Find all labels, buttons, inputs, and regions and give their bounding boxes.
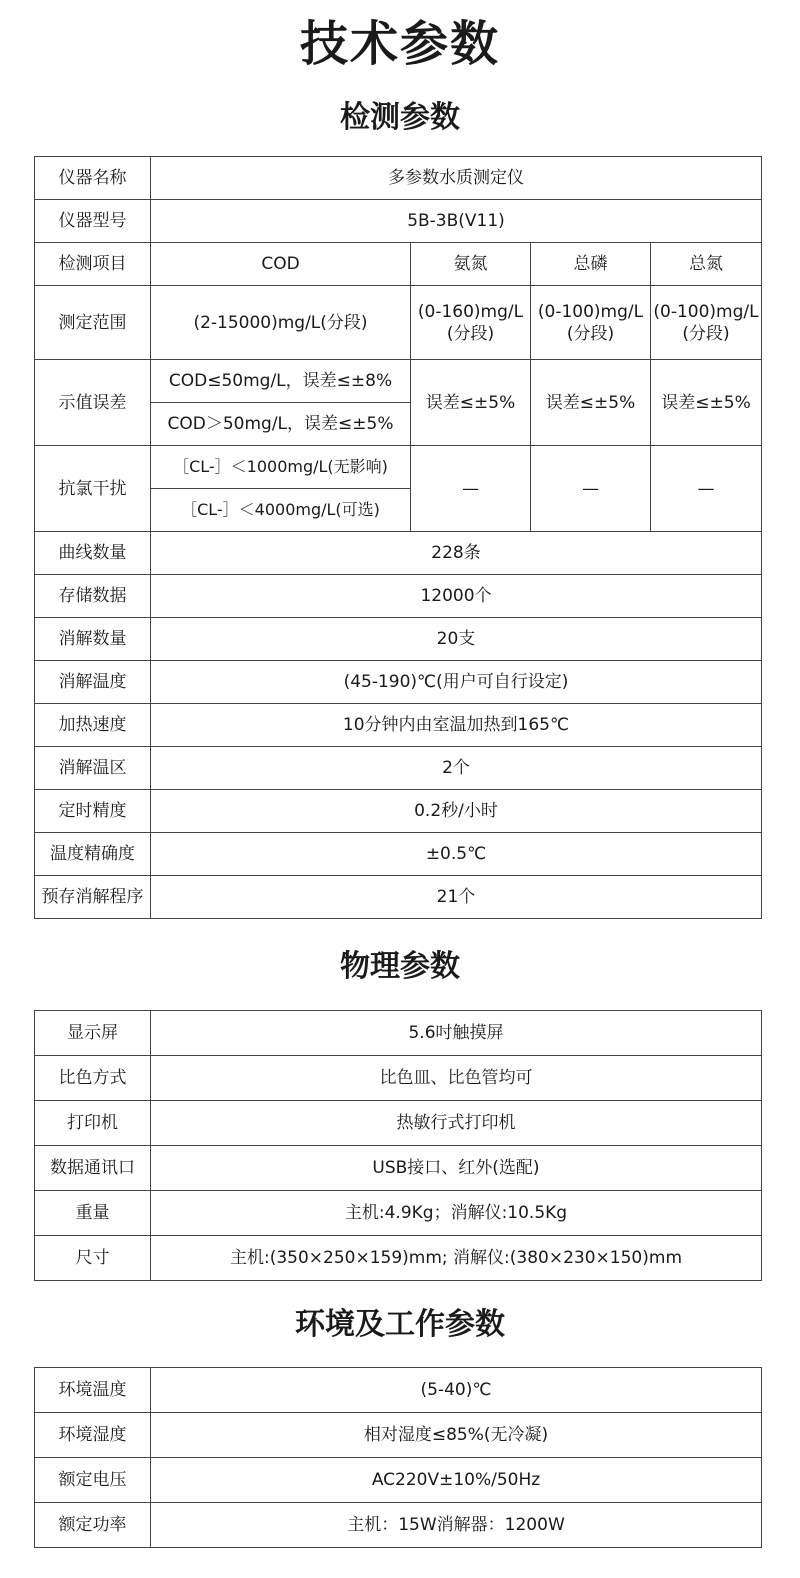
row-value: 多参数水质测定仪: [151, 157, 762, 200]
row-value: 5B-3B(V11): [151, 200, 762, 243]
table-row: [35, 618, 762, 661]
table-row: [35, 1458, 762, 1503]
chlorine-cod-1: ［CL-］＜1000mg/L(无影响): [151, 446, 411, 489]
row-value: 相对湿度≤85%(无冷凝): [151, 1413, 762, 1458]
table-row: [35, 1056, 762, 1101]
error-ammonia: 误差≤±5%: [411, 360, 531, 446]
table-row: [35, 876, 762, 919]
error-cod-low: COD≤50mg/L，误差≤±8%: [151, 360, 411, 403]
range-ammonia-line1: (0-160)mg/L: [417, 301, 524, 322]
row-value: 21个: [151, 876, 762, 919]
item-tp: 总磷: [531, 243, 651, 286]
error-tn: 误差≤±5%: [651, 360, 762, 446]
row-value: 主机:4.9Kg；消解仪:10.5Kg: [151, 1191, 762, 1236]
environment-params-table: [34, 1367, 762, 1548]
row-label: 检测项目: [35, 243, 151, 286]
row-value: 12000个: [151, 575, 762, 618]
chlorine-tp: —: [531, 446, 651, 532]
table-row: [35, 790, 762, 833]
table-row: [35, 1413, 762, 1458]
error-cod-high: COD＞50mg/L，误差≤±5%: [151, 403, 411, 446]
row-value: (5-40)℃: [151, 1368, 762, 1413]
row-value: 主机：15W消解器：1200W: [151, 1503, 762, 1548]
row-value: 10分钟内由室温加热到165℃: [151, 704, 762, 747]
table-row: [35, 1011, 762, 1056]
row-label: 打印机: [35, 1101, 151, 1146]
row-label: 预存消解程序: [35, 876, 151, 919]
range-tn-line1: (0-100)mg/L: [653, 301, 759, 322]
row-label: 定时精度: [35, 790, 151, 833]
row-label: 消解温区: [35, 747, 151, 790]
table-row: [35, 833, 762, 876]
row-value: 主机:(350×250×159)mm; 消解仪:(380×230×150)mm: [151, 1236, 762, 1281]
range-ammonia-line2: (分段): [446, 323, 495, 344]
row-label: 温度精确度: [35, 833, 151, 876]
table-row: [35, 747, 762, 790]
row-label: 示值误差: [35, 360, 151, 446]
chlorine-ammonia: —: [411, 446, 531, 532]
chlorine-tn: —: [651, 446, 762, 532]
range-tn-line2: (分段): [682, 323, 730, 344]
row-value: 比色皿、比色管均可: [151, 1056, 762, 1101]
chlorine-cod-2: ［CL-］＜4000mg/L(可选): [151, 489, 411, 532]
row-label: 抗氯干扰: [35, 446, 151, 532]
item-tn: 总氮: [651, 243, 762, 286]
table-row: [35, 1368, 762, 1413]
section-heading-environment: 环境及工作参数: [295, 1307, 505, 1342]
section-heading-physical: 物理参数: [340, 949, 460, 984]
row-label: 额定电压: [35, 1458, 151, 1503]
table-row: [35, 360, 762, 403]
table-row: [35, 532, 762, 575]
table-row: [35, 1503, 762, 1548]
row-value: (45-190)℃(用户可自行设定): [151, 661, 762, 704]
row-label: 尺寸: [35, 1236, 151, 1281]
item-cod: COD: [151, 243, 411, 286]
error-tp: 误差≤±5%: [531, 360, 651, 446]
row-label: 存储数据: [35, 575, 151, 618]
table-row: [35, 446, 762, 489]
table-row: [35, 704, 762, 747]
row-label: 加热速度: [35, 704, 151, 747]
table-row: [35, 243, 762, 286]
row-value: ±0.5℃: [151, 833, 762, 876]
row-label: 环境温度: [35, 1368, 151, 1413]
row-label: 环境湿度: [35, 1413, 151, 1458]
physical-params-table: [34, 1010, 762, 1281]
row-label: 仪器型号: [35, 200, 151, 243]
row-value: 0.2秒/小时: [151, 790, 762, 833]
row-value: 2个: [151, 747, 762, 790]
row-label: 重量: [35, 1191, 151, 1236]
row-value: 20支: [151, 618, 762, 661]
row-label: 数据通讯口: [35, 1146, 151, 1191]
table-row: [35, 1236, 762, 1281]
range-tp-line1: (0-100)mg/L: [537, 301, 644, 322]
row-label: 消解数量: [35, 618, 151, 661]
range-tn: [651, 286, 762, 360]
row-value: 热敏行式打印机: [151, 1101, 762, 1146]
range-tp: [531, 286, 651, 360]
row-label: 测定范围: [35, 286, 151, 360]
table-row: [35, 1101, 762, 1146]
table-row: [35, 200, 762, 243]
row-value: 5.6吋触摸屏: [151, 1011, 762, 1056]
row-value: 228条: [151, 532, 762, 575]
row-label: 曲线数量: [35, 532, 151, 575]
row-value: AC220V±10%/50Hz: [151, 1458, 762, 1503]
table-row: [35, 661, 762, 704]
row-label: 消解温度: [35, 661, 151, 704]
page-title: 技术参数: [299, 16, 500, 72]
table-row: [35, 286, 762, 360]
row-label: 额定功率: [35, 1503, 151, 1548]
row-label: 比色方式: [35, 1056, 151, 1101]
range-tp-line2: (分段): [566, 323, 615, 344]
table-row: [35, 157, 762, 200]
table-row: [35, 1191, 762, 1236]
row-label: 仪器名称: [35, 157, 151, 200]
row-label: 显示屏: [35, 1011, 151, 1056]
table-row: [35, 1146, 762, 1191]
detection-params-table: [34, 156, 762, 919]
row-value: USB接口、红外(选配): [151, 1146, 762, 1191]
range-ammonia: [411, 286, 531, 360]
table-row: [35, 575, 762, 618]
range-cod: (2-15000)mg/L(分段): [151, 286, 411, 360]
item-ammonia: 氨氮: [411, 243, 531, 286]
section-heading-detection: 检测参数: [340, 100, 460, 135]
